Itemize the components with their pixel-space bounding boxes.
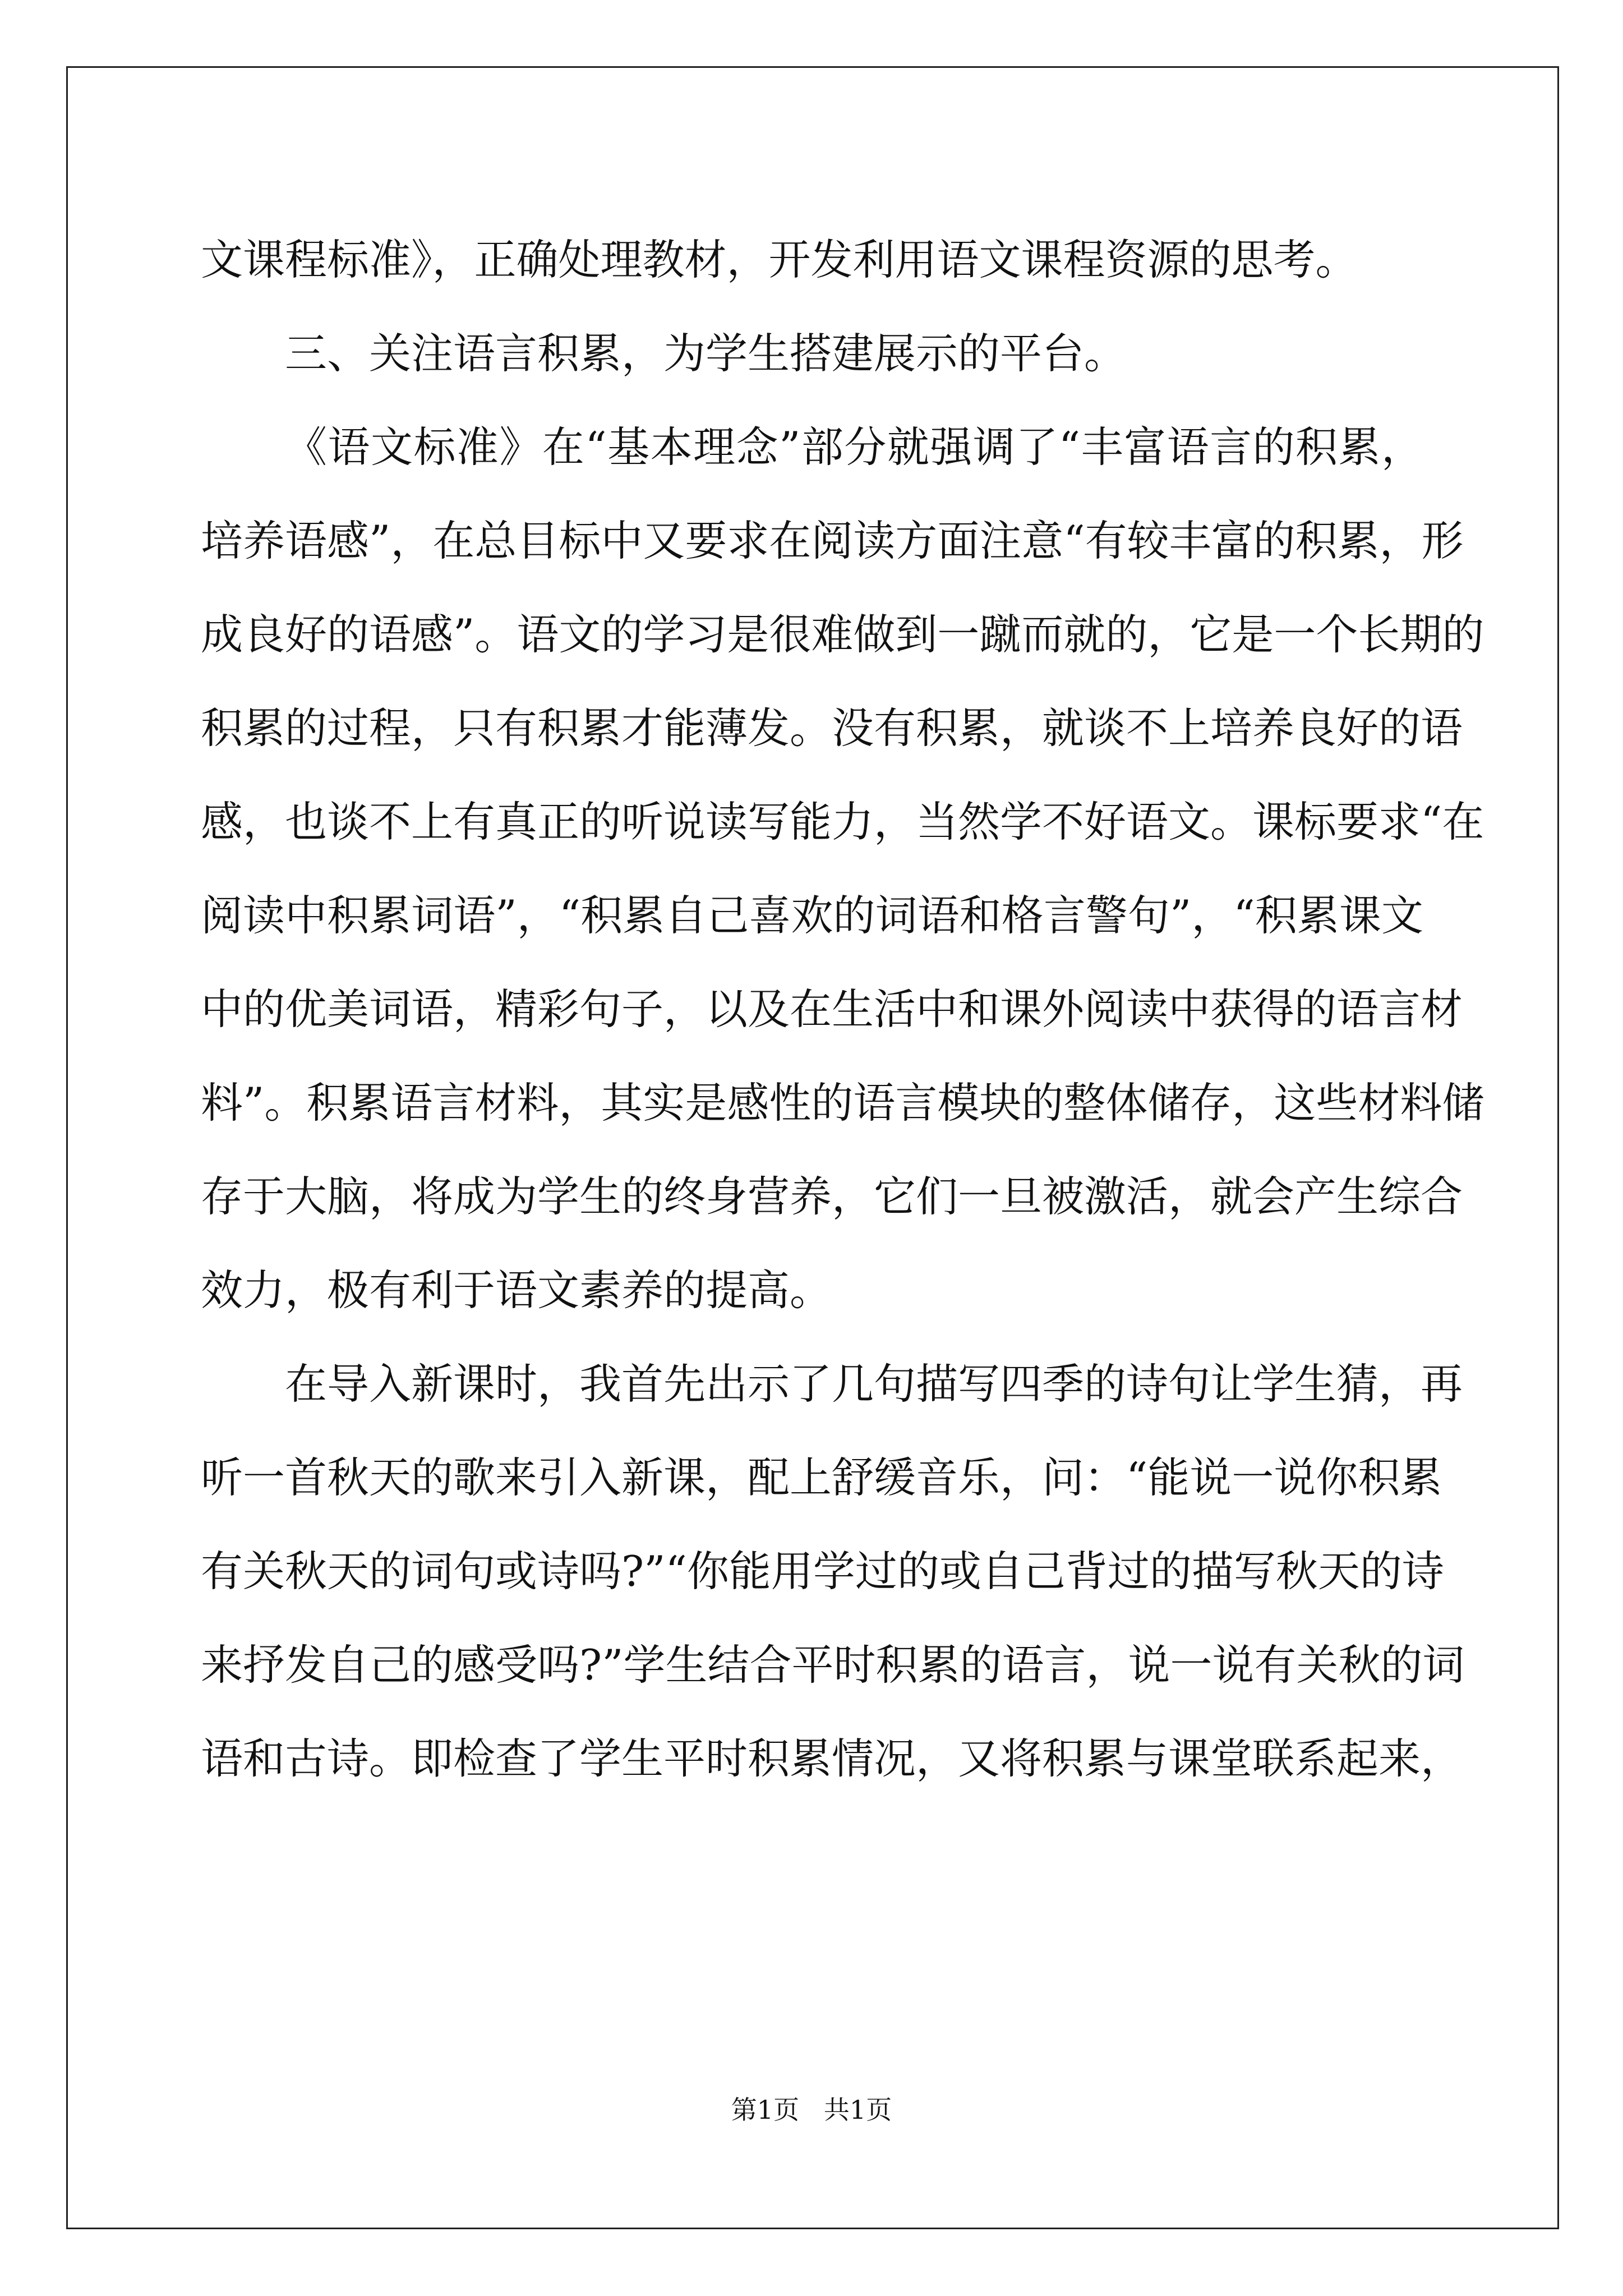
text-line: 《语文标准》在“基本理念”部分就强调了“丰富语言的积累， [285, 422, 1423, 472]
text-line: 成良好的语感”。语文的学习是很难做到一蹴而就的，它是一个长期的 [201, 610, 1484, 659]
text-line: 积累的过程，只有积累才能薄发。没有积累，就谈不上培养良好的语 [201, 703, 1463, 753]
text-line: 培养语感”，在总目标中又要求在阅读方面注意“有较丰富的积累，形 [201, 516, 1464, 565]
text-line: 阅读中积累词语”，“积累自己喜欢的词语和格言警句”，“积累课文 [201, 891, 1423, 940]
text-line: 三、关注语言积累，为学生搭建展示的平台。 [285, 329, 1127, 378]
text-line: 效力，极有利于语文素养的提高。 [201, 1266, 832, 1315]
text-line: 中的优美词语，精彩句子，以及在生活中和课外阅读中获得的语言材 [201, 984, 1463, 1034]
text-line: 有关秋天的词句或诗吗?”“你能用学过的或自己背过的描写秋天的诗 [201, 1547, 1444, 1596]
document-body [201, 213, 1484, 1806]
text-line: 语和古诗。即检查了学生平时积累情况，又将积累与课堂联系起来， [201, 1734, 1463, 1783]
text-line: 在导入新课时，我首先出示了几句描写四季的诗句让学生猜，再 [285, 1359, 1463, 1409]
text-line: 听一首秋天的歌来引入新课，配上舒缓音乐，问：“能说一说你积累 [201, 1453, 1442, 1502]
text-line: 存于大脑，将成为学生的终身营养，它们一旦被激活，就会产生综合 [201, 1172, 1463, 1221]
text-line: 来抒发自己的感受吗?”学生结合平时积累的语言，说一说有关秋的词 [201, 1640, 1465, 1690]
page-footer: 第1页 共1页 [731, 2095, 892, 2125]
text-line: 文课程标准》，正确处理教材，开发利用语文课程资源的思考。 [201, 235, 1358, 284]
text-line: 感，也谈不上有真正的听说读写能力，当然学不好语文。课标要求“在 [201, 797, 1484, 846]
text-line: 料”。积累语言材料，其实是感性的语言模块的整体储存，这些材料储 [201, 1078, 1484, 1128]
